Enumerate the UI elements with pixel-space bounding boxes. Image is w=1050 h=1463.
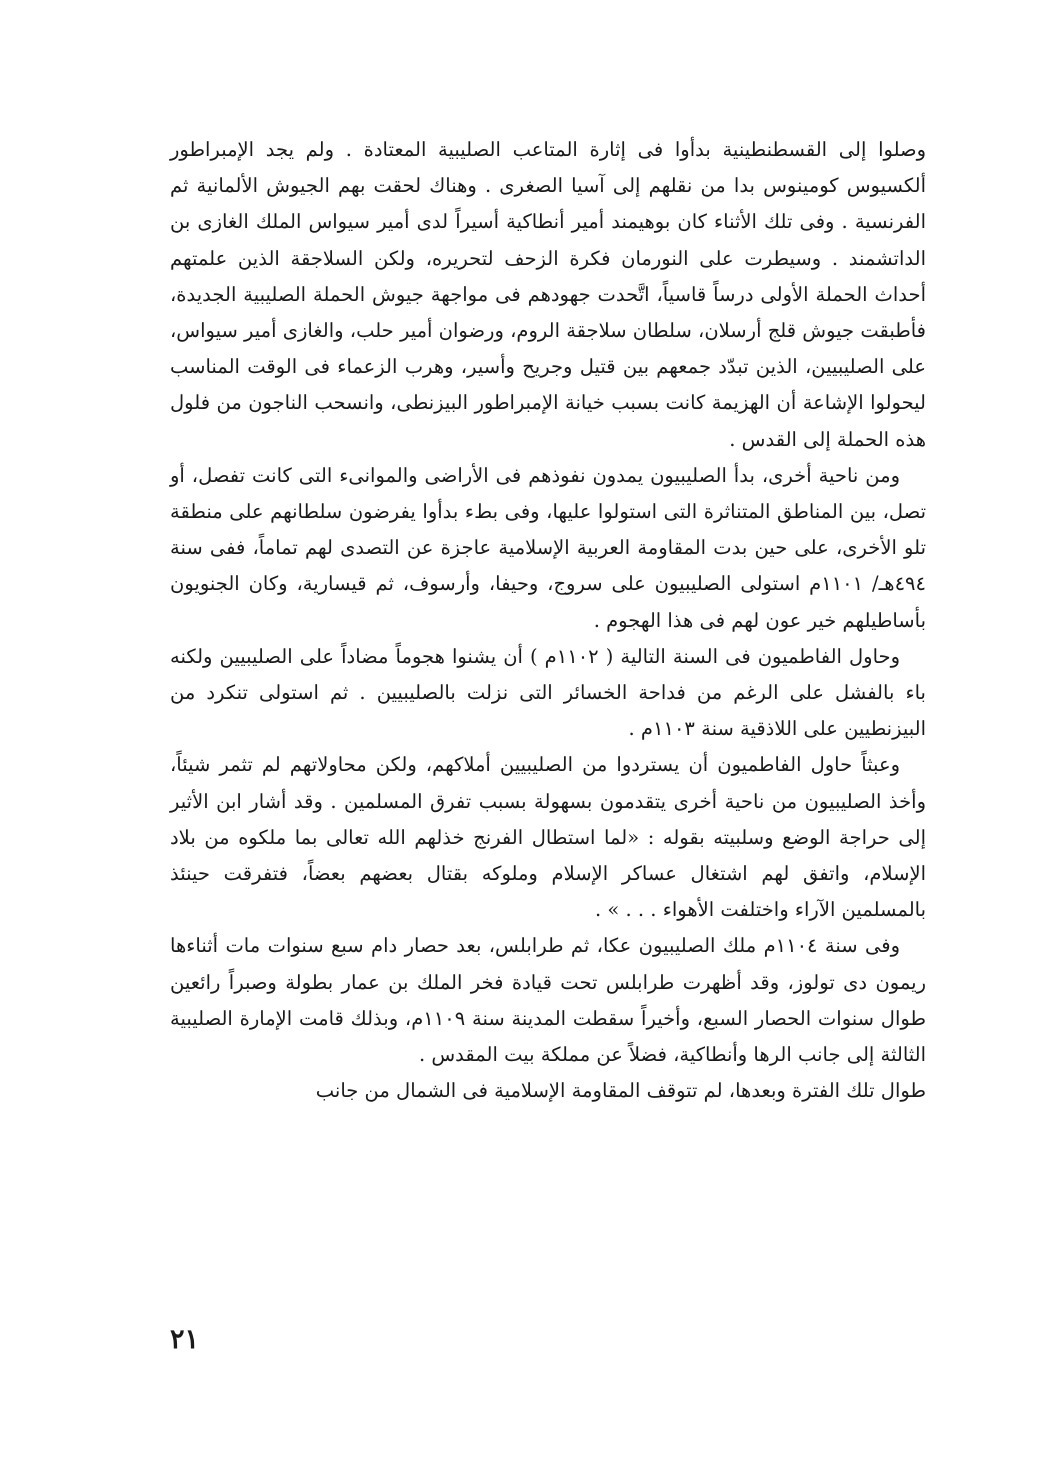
paragraph-3: وحاول الفاطميون فى السنة التالية ( ١١٠٢م ) أن يشنوا هجوماً مضاداً على الصليبيين ولكنه باء بالفشل على الرغم من فداحة الخسائر التى نزلت بالصليبيين . ثم استولى تنكرد من البيزنطيين على اللاذقية سنة ١١٠٣م . (170, 644, 926, 741)
paragraph-5: وفى سنة ١١٠٤م ملك الصليبيون عكا، ثم طرابلس، بعد حصار دام سبع سنوات مات أثناءها ريمون دى تولوز، وقد أظهرت طرابلس تحت قيادة فخر الملك بن عمار بطولة وصبراً رائعين طوال سنوات الحصار السبع، وأخيراً سقطت المدينة سنة ١١٠٩م، وبذلك قامت الإمارة الصليبية الثالثة إلى جانب الرها وأنطاكية، فضلاً عن مملكة بيت المقدس . (170, 934, 926, 1067)
paragraph-1: وصلوا إلى القسطنطينية بدأوا فى إثارة المتاعب الصليبية المعتادة . ولم يجد الإمبراطور ألكسيوس كومينوس بدا من نقلهم إلى آسيا الصغرى . وهناك لحقت بهم الجيوش الألمانية ثم الفرنسية . وفى تلك الأثناء كان بوهيمند أمير أنطاكية أسيراً لدى أمير سيواس الملك الغازى بن الداتشمند . وسيطرت على النورمان فكرة الزحف لتحريره، ولكن السلاجقة الذين علمتهم أحداث الحملة الأولى درساً قاسياً، اتَّحدت جهودهم فى مواجهة جيوش الحملة الصليبية الجديدة، فأطبقت جيوش قلج أرسلان، سلطان سلاجقة الروم، ورضوان أمير حلب، والغازى أمير سيواس، على الصليبيين، الذين تبدّد جمعهم بين قتيل وجريح وأسير، وهرب الزعماء فى الوقت المناسب ليحولوا الإشاعة أن الهزيمة كانت بسبب خيانة الإمبراطور البيزنطى، وانسحب الناجون من فلول هذه الحملة إلى القدس . (170, 138, 926, 451)
paragraph-6: طوال تلك الفترة وبعدها، لم تتوقف المقاومة الإسلامية فى الشمال من جانب (315, 1079, 926, 1103)
page-number: ٢١ (170, 1324, 200, 1355)
paragraph-2: ومن ناحية أخرى، بدأ الصليبيون يمدون نفوذهم فى الأراضى والموانىء التى كانت تفصل، أو تصل، بين المناطق المتناثرة التى استولوا عليها، وفى بطء بدأوا يفرضون سلطانهم على منطقة تلو الأخرى، على حين بدت المقاومة العربية الإسلامية عاجزة عن التصدى لهم تماماً، ففى سنة ٤٩٤هـ/ ١١٠١م استولى الصليبيون على سروج، وحيفا، وأرسوف، ثم قيسارية، وكان الجنويون بأساطيلهم خير عون لهم فى هذا الهجوم . (170, 463, 926, 632)
body-text (170, 132, 926, 1109)
paragraph-4: وعبثاً حاول الفاطميون أن يستردوا من الصليبيين أملاكهم، ولكن محاولاتهم لم تثمر شيئاً، وأخذ الصليبيون من ناحية أخرى يتقدمون بسهولة بسبب تفرق المسلمين . وقد أشار ابن الأثير إلى حراجة الوضع وسلبيته بقوله : «لما استطال الفرنج خذلهم الله تعالى بما ملكوه من بلاد الإسلام، واتفق لهم اشتغال عساكر الإسلام وملوكه بقتال بعضهم بعضاً، فتفرقت حينئذ بالمسلمين الآراء واختلفت الأهواء . . . » . (170, 753, 926, 922)
